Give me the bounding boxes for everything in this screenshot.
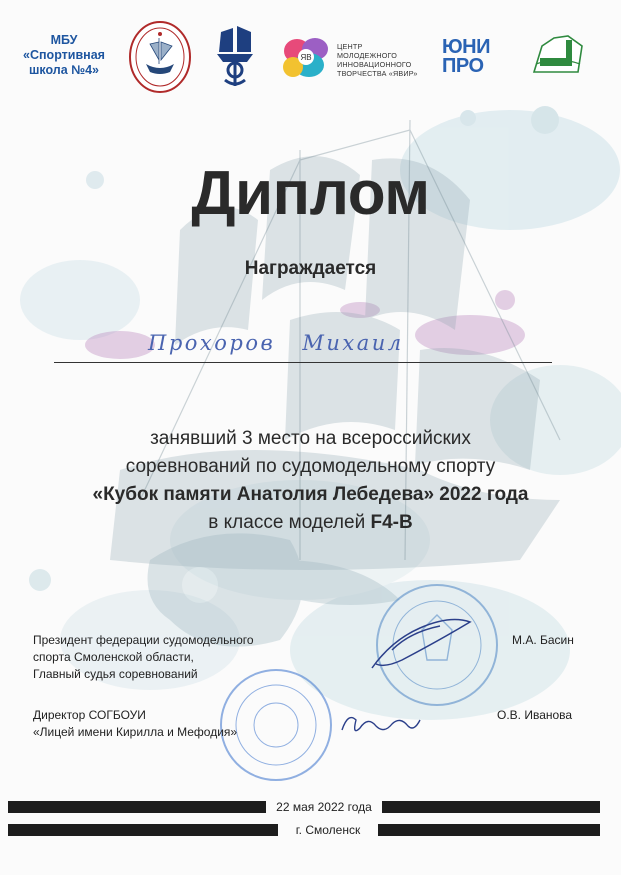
basin-signature	[372, 620, 470, 668]
director-role-line-2: «Лицей имени Кирилла и Мефодия»	[33, 725, 238, 739]
awarded-label: Награждается	[244, 258, 377, 279]
competition-name: «Кубок памяти Анатолия Лебедева» 2022 года	[92, 484, 529, 505]
lyceum-round-stamp	[221, 670, 331, 780]
unipro-logo-line-2: ПРО	[442, 55, 484, 77]
center-name-line-2: МОЛОДЕЖНОГО	[337, 51, 398, 60]
ivanova-signature	[342, 718, 420, 731]
redaction-bar	[382, 801, 600, 813]
unipro-logo-line-1: ЮНИ	[442, 36, 490, 58]
president-role	[33, 632, 254, 683]
svg-text:ЯВ: ЯВ	[300, 53, 312, 62]
model-class-prefix: в классе моделей	[208, 512, 371, 533]
school-name-line-1: МБУ	[50, 33, 78, 47]
issue-date: 22 мая 2022 года	[276, 800, 372, 814]
center-name-line-1: ЦЕНТР	[337, 42, 363, 51]
president-role-line-1: Президент федерации судомодельного	[33, 633, 254, 647]
school-name-line-3: школа №4»	[28, 63, 100, 77]
center-name-line-4: ТВОРЧЕСТВА «ЯВИР»	[337, 69, 418, 78]
description-line-1: занявший 3 место на всероссийских	[150, 428, 471, 449]
director-role	[33, 707, 237, 741]
redaction-bar	[8, 824, 278, 836]
director-name: О.В. Иванова	[497, 708, 573, 722]
school-name-line-2: «Спортивная	[23, 48, 105, 62]
president-role-line-3: Главный судья соревнований	[33, 667, 198, 681]
diploma-title: Диплом	[191, 159, 430, 228]
president-role-line-2: спорта Смоленской области,	[33, 650, 194, 664]
model-class: F4-B	[370, 512, 413, 533]
recipient-name: Прохоров Михаил	[148, 331, 404, 355]
president-name: М.А. Басин	[512, 633, 574, 647]
center-name-line-3: ИННОВАЦИОННОГО	[337, 60, 412, 69]
issue-city: г. Смоленск	[295, 823, 361, 837]
redaction-bar	[8, 801, 266, 813]
description-line-2: соревнований по судомодельному спорту	[125, 456, 496, 477]
redaction-bar	[378, 824, 600, 836]
director-role-line-1: Директор СОГБОУИ	[33, 708, 146, 722]
federation-round-stamp	[377, 585, 497, 705]
